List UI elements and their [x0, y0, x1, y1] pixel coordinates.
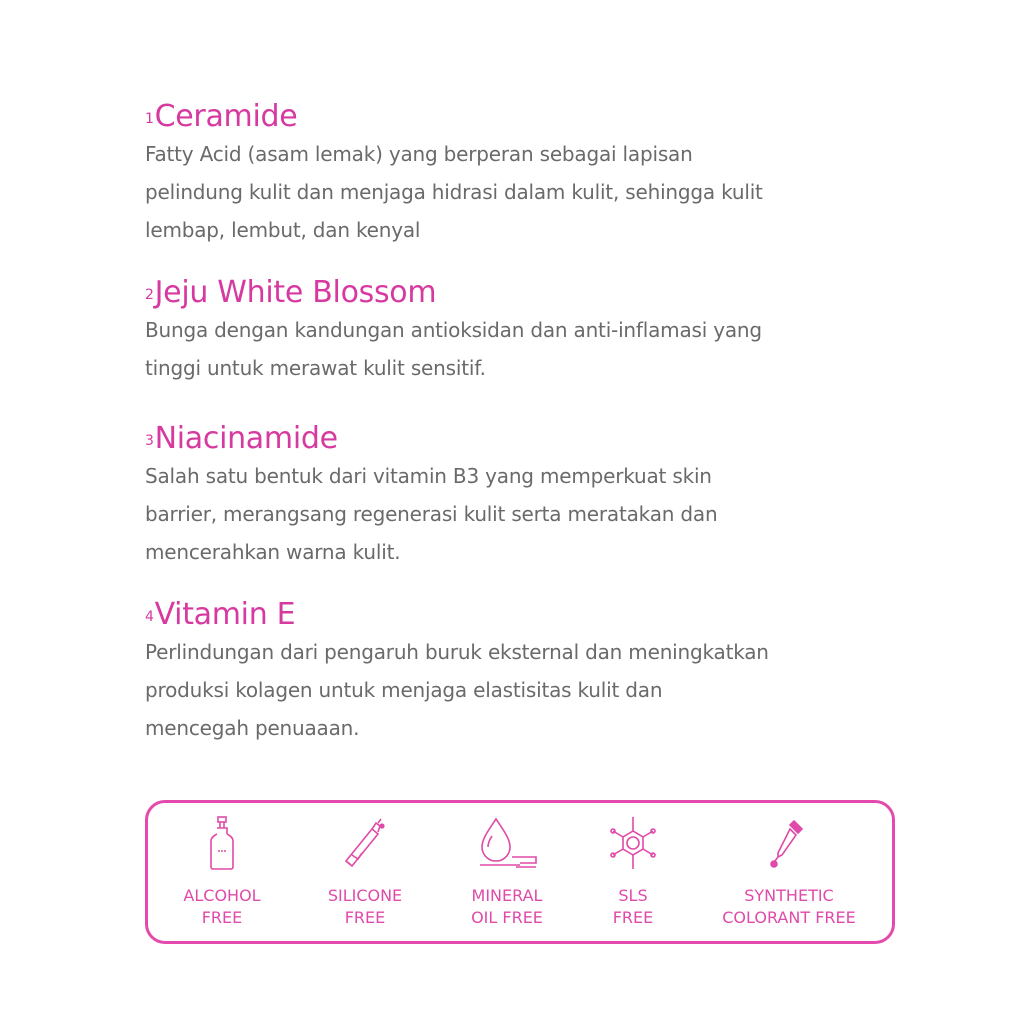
- footnote-number: 1: [145, 111, 154, 127]
- badge-label-line: SLS: [618, 886, 648, 905]
- title-text: Jeju White Blossom: [154, 275, 437, 310]
- badge-label-line: FREE: [201, 908, 243, 927]
- desc-line: mencerahkan warna kulit.: [145, 540, 401, 564]
- desc-line: Bunga dengan kandungan antioksidan dan anti-inflamasi yang: [145, 318, 762, 342]
- desc-line: lembap, lembut, dan kenyal: [145, 218, 421, 242]
- ingredient-ceramide: [145, 99, 763, 249]
- desc-line: Fatty Acid (asam lemak) yang berperan sebagai lapisan: [145, 142, 693, 166]
- badge-label-line: ALCOHOL: [183, 886, 261, 905]
- footnote-number: 4: [145, 609, 154, 625]
- badge-label-line: MINERAL: [471, 886, 543, 905]
- badge-sls-free: [543, 815, 723, 929]
- footnote-number: 2: [145, 287, 154, 303]
- footnote-number: 3: [145, 433, 154, 449]
- desc-line: mencegah penuaaan.: [145, 716, 360, 740]
- badge-synthetic-colorant-free: [699, 815, 879, 929]
- badge-label-line: OIL FREE: [471, 908, 543, 927]
- desc-line: produksi kolagen untuk menjaga elastisitas kulit dan: [145, 678, 663, 702]
- desc-line: Perlindungan dari pengaruh buruk eksternal dan meningkatkan: [145, 640, 769, 664]
- badge-label-line: SYNTHETIC: [744, 886, 834, 905]
- desc-line: pelindung kulit dan menjaga hidrasi dalam kulit, sehingga kulit: [145, 180, 763, 204]
- molecule-icon: [603, 815, 663, 871]
- ingredient-vitamin-e: [145, 597, 769, 747]
- dropper-icon: [764, 815, 814, 871]
- ingredient-title: [145, 99, 763, 135]
- ingredient-niacinamide: [145, 421, 717, 571]
- desc-line: barrier, merangsang regenerasi kulit serta meratakan dan: [145, 502, 718, 526]
- title-text: Vitamin E: [154, 597, 296, 632]
- desc-line: tinggi untuk merawat kulit sensitif.: [145, 356, 486, 380]
- free-from-badges: [145, 800, 895, 944]
- badge-label-line: COLORANT FREE: [722, 908, 856, 927]
- ingredient-title: [145, 421, 717, 457]
- ingredient-title: [145, 597, 769, 633]
- ingredient-jeju-white-blossom: [145, 275, 762, 387]
- ingredient-title: [145, 275, 762, 311]
- bottle-icon: [197, 815, 247, 871]
- badge-label-line: FREE: [612, 908, 654, 927]
- oil-drop-icon: [472, 815, 542, 871]
- tube-icon: [340, 815, 390, 871]
- title-text: Ceramide: [154, 99, 298, 134]
- desc-line: Salah satu bentuk dari vitamin B3 yang memperkuat skin: [145, 464, 712, 488]
- badge-label-line: SILICONE: [327, 886, 403, 905]
- badge-label-line: FREE: [344, 908, 386, 927]
- title-text: Niacinamide: [154, 421, 338, 456]
